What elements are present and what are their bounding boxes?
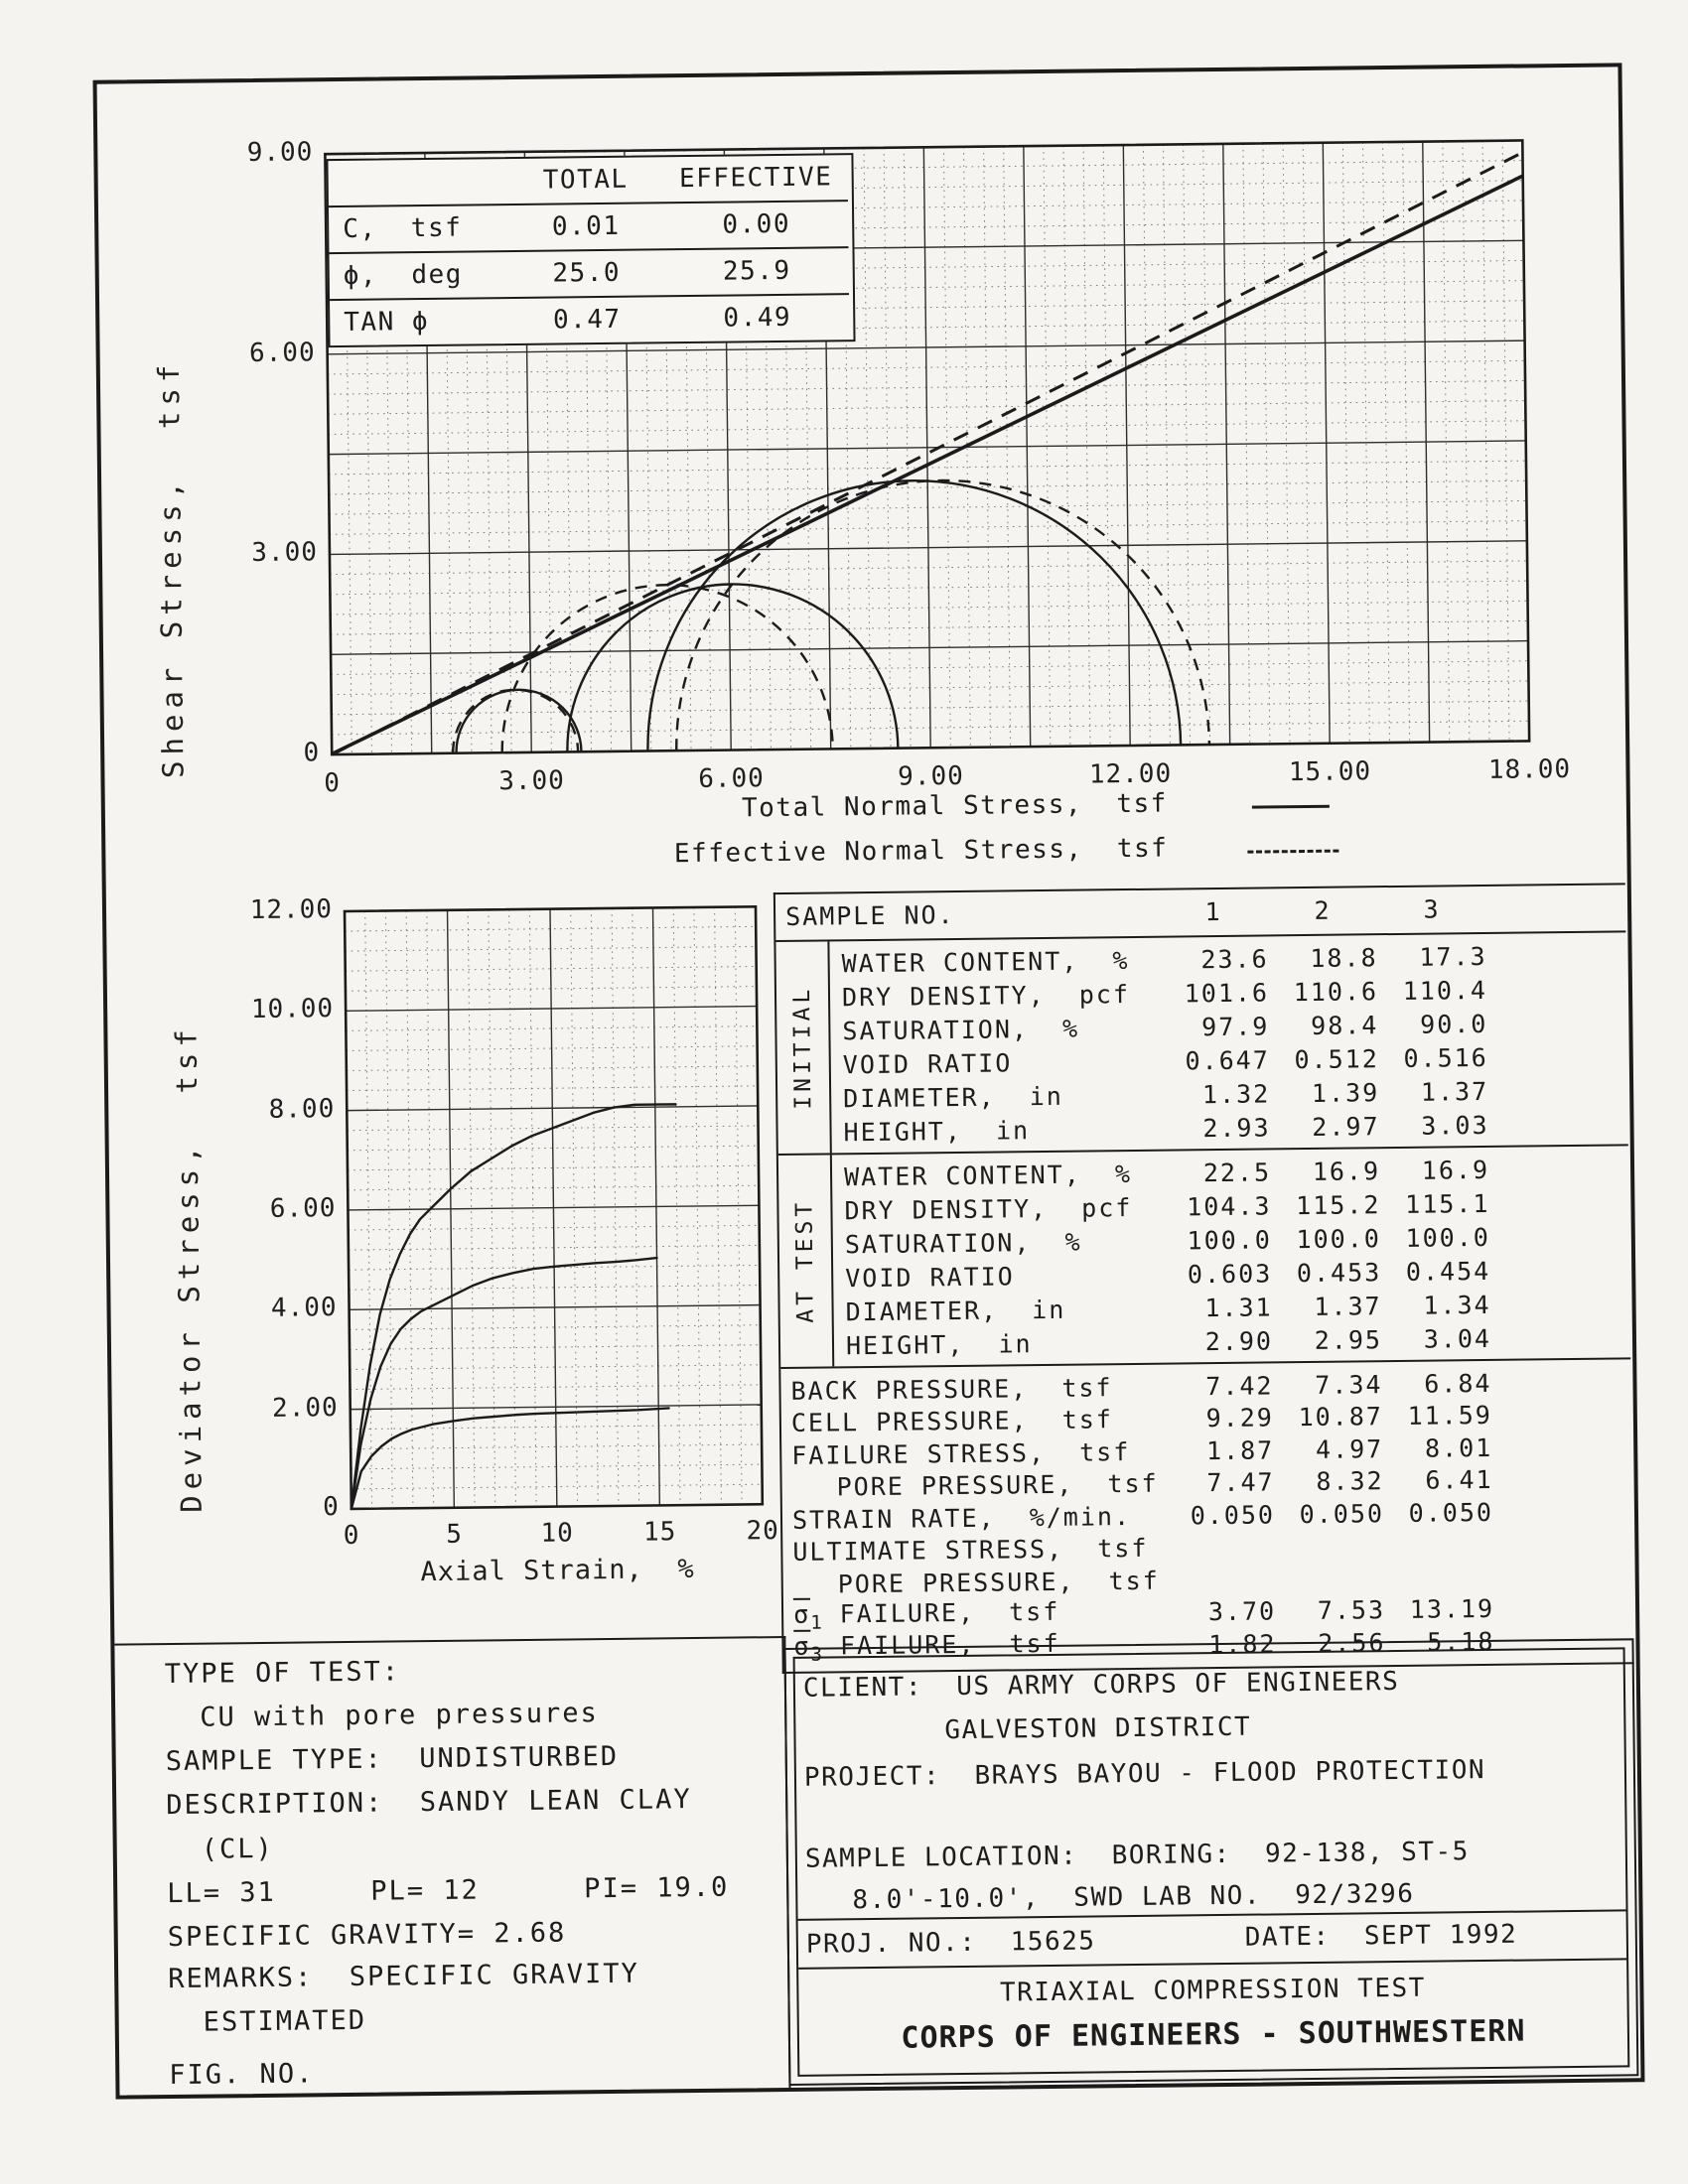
project-line: PROJECT: BRAYS BAYOU - FLOOD PROTECTION <box>803 1755 1486 1793</box>
sample-id: 1 <box>1204 896 1222 927</box>
params-phi-effective: 25.9 <box>722 255 791 287</box>
params-header-total: TOTAL <box>542 164 629 196</box>
value-cell: 6.41 <box>1425 1465 1493 1495</box>
sigma-bar-symbol: $\overline{\sigma}$ <box>792 1599 811 1629</box>
report-date: DATE: SEPT 1992 <box>1244 1919 1518 1953</box>
type-of-test-value: CU with pore pressures <box>200 1698 600 1733</box>
sample-id-cells <box>1159 887 1487 936</box>
strength-parameters-table <box>326 153 855 347</box>
value-cell <box>1384 1545 1493 1546</box>
project-number: PROJ. NO.: 15625 <box>805 1926 1096 1960</box>
value-cell <box>1385 1576 1494 1577</box>
value-cell: 100.0 <box>1405 1222 1490 1253</box>
value-cell: 100.0 <box>1296 1223 1381 1254</box>
stress-strain-chart <box>345 906 763 1509</box>
title-block-inner <box>793 1647 1630 2076</box>
spacer <box>1494 1575 1633 1577</box>
value-cell: 7.34 <box>1315 1369 1383 1400</box>
strain-x-axis-label: Axial Strain, % <box>420 1554 695 1588</box>
sample-type-line: SAMPLE TYPE: UNDISTURBED <box>165 1740 620 1778</box>
value-cell: 16.9 <box>1421 1155 1490 1185</box>
row-label: FAILURE STRESS, tsf <box>791 1436 1131 1470</box>
sigma-bar-symbol: $\overline{\sigma}$ <box>793 1631 811 1662</box>
strain-y-tick-label: 0 <box>323 1492 341 1523</box>
row-label: BACK PRESSURE, tsf <box>790 1372 1113 1406</box>
row-label: ULTIMATE STRESS, tsf <box>792 1534 1149 1568</box>
value-cell: 2.56 <box>1318 1627 1386 1658</box>
value-cell: 0.512 <box>1294 1043 1379 1074</box>
row-label: VOID RATIO <box>845 1261 1015 1293</box>
spacer <box>1494 1607 1633 1609</box>
value-cell: 22.5 <box>1202 1157 1272 1187</box>
mohr-circle-sample-1-total <box>456 689 582 753</box>
row-values <box>1165 1433 1492 1466</box>
value-cell: 1.31 <box>1204 1292 1273 1322</box>
value-cell: 11.59 <box>1407 1401 1493 1432</box>
strain-x-tick-label: 20 <box>746 1516 779 1547</box>
strain-y-tick-label: 10.00 <box>250 994 335 1025</box>
value-cell: 1.34 <box>1423 1290 1491 1320</box>
row-label: STRAIN RATE, %/min. <box>791 1501 1132 1535</box>
client-line-2: GALVESTON DISTRICT <box>944 1711 1252 1746</box>
row-values <box>1161 1076 1488 1109</box>
row-label: PORE PRESSURE, tsf <box>837 1566 1160 1599</box>
row-label-text: FAILURE, tsf <box>822 1596 1060 1629</box>
mohr-x-tick-label: 6.00 <box>698 763 766 794</box>
fig-number-label: FIG. NO. <box>169 2058 315 2092</box>
row-values <box>1162 1188 1489 1221</box>
sample-location-line-2: 8.0'-10.0', SWD LAB NO. 92/3296 <box>852 1878 1415 1916</box>
row-label: DIAMETER, in <box>845 1295 1066 1326</box>
row-label: PORE PRESSURE, tsf <box>836 1468 1159 1502</box>
title-block <box>783 1638 1638 2086</box>
test-title: TRIAXIAL COMPRESSION TEST <box>999 1973 1426 2008</box>
value-cell: 2.97 <box>1312 1111 1380 1142</box>
spacer <box>1493 1511 1632 1513</box>
legend-effective-label: Effective Normal Stress, tsf <box>673 833 1169 870</box>
mohr-x-tick-label: 15.00 <box>1288 756 1372 788</box>
row-values <box>1164 1323 1491 1356</box>
strain-y-tick-label: 4.00 <box>270 1293 338 1324</box>
params-c-label: C, tsf <box>343 212 463 244</box>
value-cell: 0.454 <box>1405 1256 1491 1287</box>
sample-table-group-initial <box>775 932 1627 1156</box>
spacer <box>1489 1123 1628 1125</box>
params-tanphi-label: TAN ϕ <box>344 306 430 338</box>
value-cell: 7.53 <box>1317 1595 1386 1626</box>
value-cell: 1.37 <box>1314 1291 1382 1321</box>
params-phi-label: ϕ, deg <box>343 259 464 291</box>
spacer <box>1487 1022 1626 1024</box>
mohr-circle-sample-2-total <box>566 583 899 752</box>
row-values <box>1163 1222 1490 1255</box>
value-cell: 98.4 <box>1311 1010 1379 1040</box>
plastic-limit: PL= 12 <box>370 1874 480 1907</box>
strain-x-tick-label: 0 <box>343 1520 360 1552</box>
group-strip <box>775 941 831 1154</box>
report-sheet <box>93 63 1645 2099</box>
value-cell: 115.1 <box>1405 1188 1490 1219</box>
row-values <box>1165 1465 1492 1498</box>
row-values <box>1162 1155 1489 1187</box>
sample-data-table <box>774 883 1634 1673</box>
spacer <box>1493 1478 1632 1480</box>
sample-id: 3 <box>1423 894 1441 924</box>
row-label: DRY DENSITY, pcf <box>841 979 1131 1012</box>
row-values <box>1166 1498 1493 1531</box>
spacer <box>1489 1201 1628 1203</box>
value-cell: 100.0 <box>1187 1224 1272 1255</box>
spacer <box>1486 885 1626 932</box>
description-line: DESCRIPTION: SANDY LEAN CLAY <box>166 1784 692 1822</box>
value-cell <box>1276 1577 1385 1578</box>
remarks-line: REMARKS: SPECIFIC GRAVITY <box>168 1958 640 1995</box>
group-strip <box>778 1155 834 1367</box>
title-block-divider <box>798 1958 1626 1969</box>
plasticity-index: PI= 19.0 <box>584 1871 730 1905</box>
value-cell: 7.42 <box>1205 1371 1274 1401</box>
params-phi-total: 25.0 <box>552 257 622 289</box>
sample-table-pressure-section <box>780 1359 1633 1671</box>
row-values <box>1161 1110 1488 1143</box>
stress-strain-curve-sample-2 <box>349 1258 659 1509</box>
value-cell: 4.97 <box>1315 1433 1384 1464</box>
row-label: VOID RATIO <box>842 1047 1013 1079</box>
mohr-circle-sample-3-total <box>644 478 1181 751</box>
row-values <box>1159 941 1486 974</box>
sigma-subscript: 1 <box>810 1611 823 1634</box>
value-cell: 10.87 <box>1298 1402 1384 1433</box>
value-cell <box>1166 1547 1275 1548</box>
row-label: WATER CONTENT, % <box>841 945 1130 978</box>
strain-y-tick-label: 8.00 <box>268 1093 336 1125</box>
value-cell: 0.516 <box>1403 1042 1488 1073</box>
mohr-y-tick-label: 3.00 <box>251 537 319 569</box>
params-c-total: 0.01 <box>551 210 621 242</box>
sigma-subscript: 3 <box>810 1643 824 1666</box>
params-c-effective: 0.00 <box>722 208 791 240</box>
value-cell: 0.050 <box>1190 1500 1276 1531</box>
value-cell: 90.0 <box>1420 1009 1488 1039</box>
value-cell: 0.050 <box>1408 1497 1494 1528</box>
liquid-limit: LL= 31 <box>167 1876 276 1910</box>
row-values <box>1166 1545 1493 1549</box>
row-values <box>1161 1042 1488 1075</box>
organization-title: CORPS OF ENGINEERS - SOUTHWESTERN <box>901 2013 1526 2056</box>
value-cell: 3.04 <box>1423 1323 1492 1354</box>
value-cell: 2.90 <box>1204 1325 1274 1356</box>
value-cell: 6.84 <box>1424 1368 1492 1399</box>
test-info-panel <box>114 1636 790 2098</box>
value-cell: 0.647 <box>1185 1044 1270 1075</box>
mohr-x-tick-label: 12.00 <box>1088 758 1173 790</box>
value-cell: 2.93 <box>1202 1112 1271 1143</box>
legend-effective-line-sample <box>1247 850 1338 854</box>
value-cell: 17.3 <box>1419 941 1487 972</box>
params-header-effective: EFFECTIVE <box>678 162 833 195</box>
spacer <box>1490 1235 1629 1237</box>
strain-y-tick-label: 12.00 <box>249 894 334 926</box>
row-label: CELL PRESSURE, tsf <box>790 1405 1114 1438</box>
legend-total-label: Total Normal Stress, tsf <box>741 788 1169 824</box>
value-cell: 13.19 <box>1409 1594 1495 1625</box>
spacer <box>1492 1414 1631 1416</box>
spacer <box>1488 1055 1627 1057</box>
strain-y-axis-label: Deviator Stress, tsf <box>169 1023 209 1513</box>
stress-strain-curve-sample-1 <box>351 1408 670 1508</box>
params-tanphi-total: 0.47 <box>552 304 622 336</box>
row-values <box>1160 1009 1487 1041</box>
remarks-line-2: ESTIMATED <box>203 2004 367 2038</box>
params-tanphi-effective: 0.49 <box>723 302 792 334</box>
value-cell: 104.3 <box>1187 1190 1272 1221</box>
spacer <box>1487 988 1626 990</box>
value-cell: 2.95 <box>1314 1324 1383 1355</box>
spacer <box>1487 954 1626 956</box>
value-cell: 1.87 <box>1205 1435 1275 1465</box>
strain-x-tick-label: 10 <box>540 1518 574 1549</box>
spacer <box>1491 1336 1630 1338</box>
group-label: INITIAL <box>788 985 817 1110</box>
mohr-x-tick-label: 0 <box>324 768 342 799</box>
value-cell: 1.39 <box>1311 1077 1380 1108</box>
value-cell: 23.6 <box>1200 943 1269 974</box>
value-cell: 18.8 <box>1310 942 1378 973</box>
value-cell <box>1275 1546 1384 1547</box>
mohr-x-tick-label: 9.00 <box>898 760 965 792</box>
mohr-y-tick-label: 9.00 <box>246 137 314 169</box>
row-values <box>1167 1594 1494 1627</box>
spacer <box>1490 1269 1629 1271</box>
row-values <box>1160 975 1487 1008</box>
strain-y-tick-label: 6.00 <box>269 1193 337 1224</box>
value-cell: 101.6 <box>1184 977 1270 1008</box>
row-label: DIAMETER, in <box>843 1081 1064 1113</box>
row-values <box>1164 1369 1491 1402</box>
row-values <box>1163 1290 1490 1322</box>
group-rows <box>832 1146 1630 1366</box>
mohr-y-tick-label: 6.00 <box>248 337 316 368</box>
type-of-test-label: TYPE OF TEST: <box>164 1656 401 1691</box>
value-cell: 0.050 <box>1299 1498 1385 1529</box>
client-line: CLIENT: US ARMY CORPS OF ENGINEERS <box>802 1666 1400 1704</box>
row-label-text: FAILURE, tsf <box>822 1629 1060 1661</box>
value-cell <box>1167 1579 1276 1580</box>
value-cell: 115.2 <box>1296 1189 1381 1220</box>
sample-location-line: SAMPLE LOCATION: BORING: 92-138, ST-5 <box>804 1837 1470 1874</box>
row-label: SATURATION, % <box>842 1014 1080 1045</box>
mohr-y-tick-label: 0 <box>303 738 321 768</box>
value-cell: 110.6 <box>1293 976 1379 1007</box>
spacer <box>1488 1089 1627 1091</box>
value-cell: 1.32 <box>1201 1078 1271 1109</box>
value-cell: 110.4 <box>1402 975 1488 1006</box>
value-cell: 0.603 <box>1187 1258 1273 1289</box>
value-cell: 5.18 <box>1427 1626 1495 1657</box>
row-values <box>1167 1576 1494 1580</box>
strain-x-tick-label: 5 <box>446 1519 464 1550</box>
row-label: WATER CONTENT, % <box>843 1159 1133 1191</box>
row-label: HEIGHT, in <box>843 1115 1031 1147</box>
value-cell: 9.29 <box>1205 1403 1275 1433</box>
group-rows <box>829 932 1627 1153</box>
spacer <box>1492 1446 1631 1448</box>
sample-id: 2 <box>1314 895 1332 925</box>
row-values <box>1165 1401 1492 1433</box>
legend-total-line-sample <box>1252 805 1330 809</box>
value-cell: 0.453 <box>1296 1257 1382 1288</box>
value-cell: 8.32 <box>1316 1466 1384 1497</box>
spacer <box>1491 1302 1630 1304</box>
spacer <box>1491 1382 1630 1384</box>
value-cell: 8.01 <box>1424 1433 1493 1463</box>
mohr-x-tick-label: 3.00 <box>498 765 566 797</box>
value-cell: 3.70 <box>1207 1596 1277 1627</box>
row-values <box>1163 1256 1490 1289</box>
mohr-y-axis-label: Shear Stress, tsf <box>151 358 191 779</box>
value-cell: 3.03 <box>1421 1110 1489 1141</box>
strain-x-tick-label: 15 <box>642 1517 677 1548</box>
value-cell: 1.82 <box>1208 1629 1277 1659</box>
spacer <box>1489 1167 1628 1169</box>
value-cell: 16.9 <box>1312 1156 1381 1186</box>
sample-no-label: SAMPLE NO. <box>784 900 955 931</box>
spacer <box>1493 1543 1632 1545</box>
soil-class-line: (CL) <box>201 1833 274 1865</box>
row-label: SATURATION, % <box>844 1227 1082 1259</box>
mohr-x-tick-label: 18.00 <box>1487 753 1572 785</box>
row-label: DRY DENSITY, pcf <box>844 1192 1133 1225</box>
row-label: HEIGHT, in <box>845 1328 1033 1360</box>
specific-gravity-line: SPECIFIC GRAVITY= 2.68 <box>167 1917 567 1954</box>
value-cell: 97.9 <box>1201 1011 1270 1041</box>
strain-y-tick-label: 2.00 <box>271 1392 339 1424</box>
params-corner-cell <box>328 159 506 205</box>
sample-table-group-at-test <box>778 1146 1630 1369</box>
value-cell: 7.47 <box>1206 1467 1275 1498</box>
group-label: AT TEST <box>791 1198 819 1323</box>
value-cell: 1.37 <box>1420 1076 1489 1107</box>
